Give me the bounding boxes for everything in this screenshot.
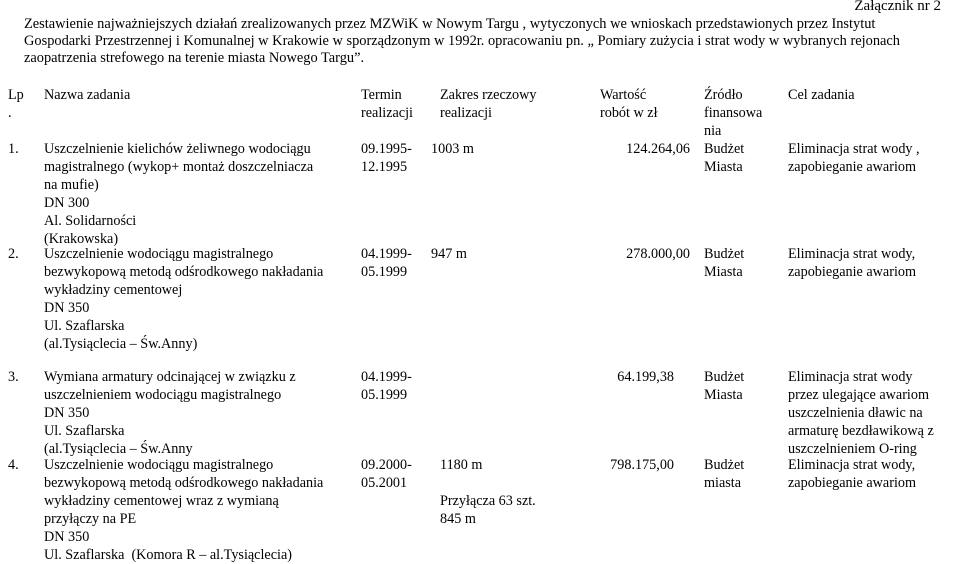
row-2-source: Budżet Miasta (704, 246, 745, 280)
header-value: Wartość robót w zł (600, 87, 658, 121)
row-1-term: 09.1995- 12.1995 (361, 141, 412, 175)
row-3-lp: 3. (8, 369, 19, 385)
row-3-goal: Eliminacja strat wody przez ulegające awariom uszczelnienia dławic na armaturę bezdławikową z uszczelnieniem O-ring (788, 369, 934, 457)
row-1-source: Budżet Miasta (704, 141, 745, 175)
row-4-value: 798.175,00 (610, 457, 674, 473)
row-2-name: Uszczelnienie wodociągu magistralnego bezwykopową metodą odśrodkowego nakładania wykładziny cementowej DN 350 Ul. Szaflarska (al.Tysiąclecia – Św.Anny) (44, 246, 324, 352)
row-1-goal: Eliminacja strat wody , zapobieganie awariom (788, 141, 920, 175)
row-2-goal: Eliminacja strat wody, zapobieganie awariom (788, 246, 917, 280)
row-4-source: Budżet miasta (704, 457, 745, 491)
row-3-value: 64.199,38 (617, 369, 674, 385)
row-4-scope: 1180 m Przyłącza 63 szt. 845 m (440, 457, 536, 527)
row-1-name: Uszczelnienie kielichów żeliwnego wodociągu magistralnego (wykop+ montaż doszczelniacza na mufie) DN 300 Al. Solidarności (Krakowska) (44, 141, 314, 247)
row-4-term: 09.2000- 05.2001 (361, 457, 412, 491)
row-1-value: 124.264,06 (626, 141, 690, 157)
row-4-lp: 4. (8, 457, 19, 473)
header-term: Termin realizacji (361, 87, 413, 121)
row-2-lp: 2. (8, 246, 19, 262)
row-4-goal: Eliminacja strat wody, zapobieganie awariom (788, 457, 917, 491)
header-goal: Cel zadania (788, 87, 855, 103)
header-lp: Lp . (8, 87, 24, 121)
header-scope: Zakres rzeczowy realizacji (440, 87, 537, 121)
row-3-term: 04.1999- 05.1999 (361, 369, 412, 403)
row-2-scope: 947 m (431, 246, 467, 262)
header-name: Nazwa zadania (44, 87, 131, 103)
attachment-label: Załącznik nr 2 (854, 0, 941, 14)
row-3-source: Budżet Miasta (704, 369, 745, 403)
row-1-scope: 1003 m (431, 141, 474, 157)
row-3-name: Wymiana armatury odcinającej w związku z uszczelnieniem wodociągu magistralnego DN 350 Ul. Szaflarska (al.Tysiąclecia – Św.Anny (44, 369, 296, 457)
header-source: Źródło finansowa nia (704, 87, 763, 139)
row-2-term: 04.1999- 05.1999 (361, 246, 412, 280)
row-4-name: Uszczelnienie wodociągu magistralnego bezwykopową metodą odśrodkowego nakładania wykładziny cementowej wraz z wymianą przyłączy na PE DN 350 Ul. Szaflarska (Komora R – al.Tysiąclecia) (44, 457, 324, 563)
document-title: Zestawienie najważniejszych działań zrealizowanych przez MZWiK w Nowym Targu , wytyczonych we wnioskach przedstawionych przez Instytut Gospodarki Przestrzennej i Komunalnej w Krakowie w sporządzonym w 1992r. opracowaniu pn. „ Pomiary zużycia i strat wody w wybranych rejonach zaopatrzenia strefowego na terenie miasta Nowego Targu”. (24, 16, 900, 66)
row-1-lp: 1. (8, 141, 19, 157)
row-2-value: 278.000,00 (626, 246, 690, 262)
